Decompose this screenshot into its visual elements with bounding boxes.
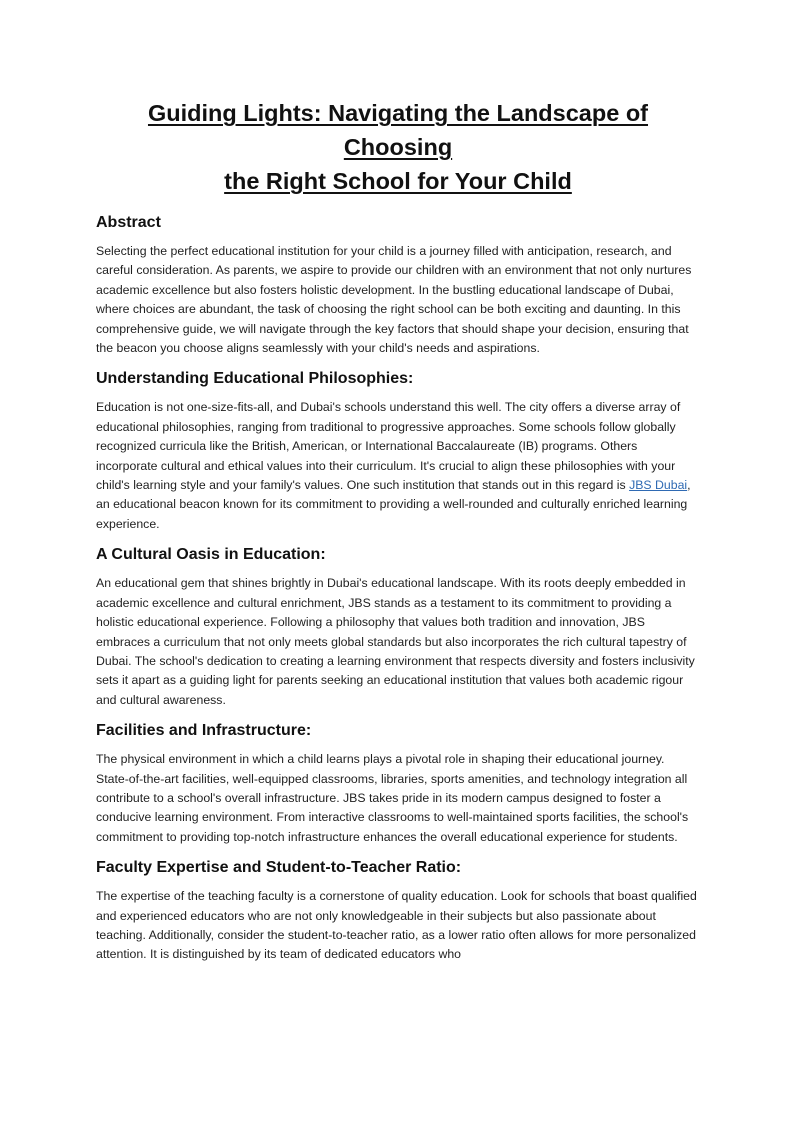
paragraph-cultural-oasis: An educational gem that shines brightly in Dubai's educational landscape. With its roots deeply embedded in academic excellence and cultural enrichment, JBS stands as a testament to its commitment to providing a holistic educational experience. Following a philosophy that values both tradition and innovation, JBS embraces a curriculum that not only meets global standards but also incorporates the rich cultural tapestry of Dubai. The school's dedication to creating a learning environment that respects diversity and fosters inclusivity sets it apart as a guiding light for parents seeking an educational institution that values both academic rigour and cultural awareness.	[96, 576, 695, 707]
section-faculty	[96, 857, 700, 965]
paragraph-faculty: The expertise of the teaching faculty is a cornerstone of quality education. Look for schools that boast qualified and experienced educators who are not only knowledgeable in their subjects but also passionate about teaching. Additionally, consider the student-to-teacher ratio, as a lower ratio often allows for more personalized attention. It is distinguished by its team of dedicated educators who	[96, 889, 697, 962]
document-title-line-1: Guiding Lights: Navigating the Landscape of Choosing	[147, 100, 649, 160]
section-educational-philosophies	[96, 368, 700, 534]
jbs-dubai-link[interactable]: JBS Dubai	[629, 478, 688, 493]
document-page	[96, 96, 700, 975]
paragraph-abstract: Selecting the perfect educational institution for your child is a journey filled with anticipation, research, and careful consideration. As parents, we aspire to provide our children with an environment that not only nurtures academic excellence but also fosters holistic development. In the bustling educational landscape of Dubai, where choices are abundant, the task of choosing the right school can be both exciting and daunting. In this comprehensive guide, we will navigate through the key factors that should shape your decision, ensuring that the beacon you choose aligns seamlessly with your child's needs and aspirations.	[96, 244, 692, 356]
section-heading-faculty: Faculty Expertise and Student-to-Teacher Ratio:	[96, 859, 462, 877]
paragraph-educational-philosophies	[96, 398, 700, 534]
section-cultural-oasis	[96, 544, 700, 710]
paragraph-text-before-link: Education is not one-size-fits-all, and Dubai's schools understand this well. The city offers a diverse array of educational philosophies, ranging from traditional to progressive approaches. Some schools follow globally recognized curricula like the British, American, or International Baccalaureate (IB) programs. Others incorporate cultural and ethical values into their curriculum. It's crucial to align these philosophies with your child's learning style and your family's values. One such institution that stands out in this regard is	[96, 400, 681, 493]
section-facilities	[96, 720, 700, 847]
section-abstract	[96, 212, 700, 358]
document-title-line-2: the Right School for Your Child	[224, 168, 572, 194]
document-title	[96, 96, 700, 198]
section-heading-facilities: Facilities and Infrastructure:	[96, 722, 312, 740]
section-heading-abstract: Abstract	[96, 214, 161, 231]
paragraph-text-after-link: , an educational beacon known for its commitment to providing a well-rounded and culturally enriched learning experience.	[96, 478, 691, 531]
section-heading-cultural-oasis: A Cultural Oasis in Education:	[96, 546, 326, 564]
section-heading-educational-philosophies: Understanding Educational Philosophies:	[96, 370, 414, 388]
paragraph-facilities: The physical environment in which a child learns plays a pivotal role in shaping their educational journey. State-of-the-art facilities, well-equipped classrooms, libraries, sports amenities, and technology integration all contribute to a school's overall infrastructure. JBS takes pride in its modern campus designed to foster a conducive learning environment. From interactive classrooms to well-maintained sports facilities, the school's commitment to providing top-notch infrastructure enhances the overall educational experience for students.	[96, 752, 689, 844]
